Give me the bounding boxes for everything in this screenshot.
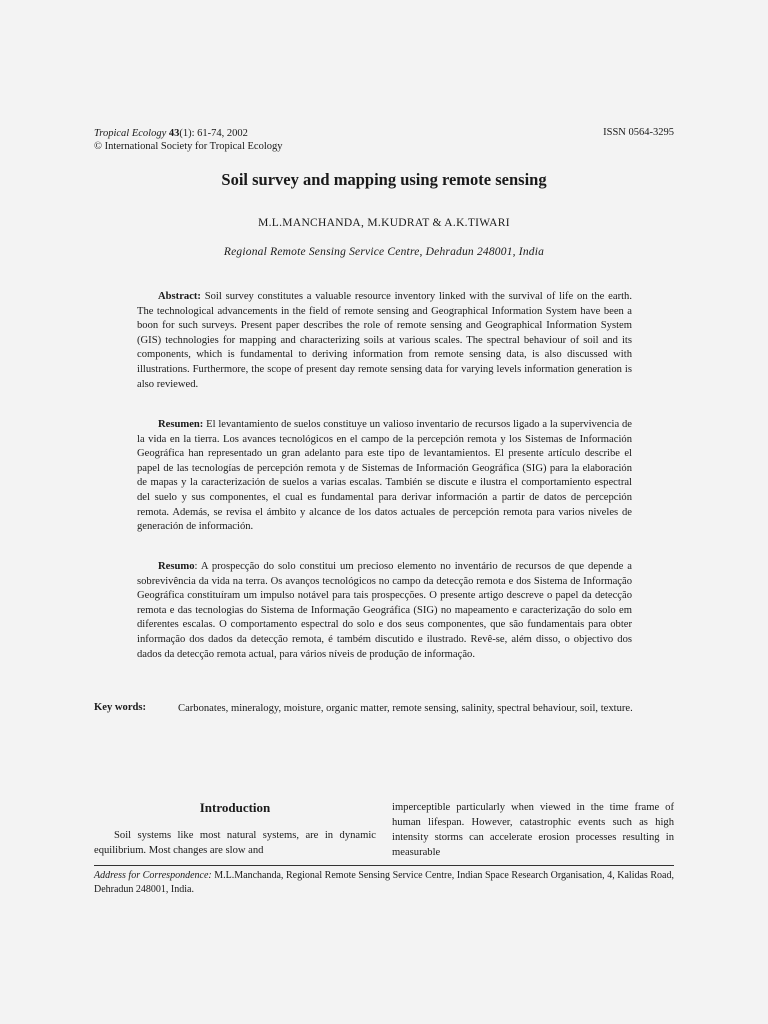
introduction-paragraph-right: imperceptible particularly when viewed in the time frame of human lifespan. However, catastrophic events such as high intensity storms can accelerate erosion processes resulting in measurable <box>392 802 674 858</box>
abstract-text: Soil survey constitutes a valuable resource inventory linked with the survival of life on the earth. The technological advancements in the field of remote sensing and Geographical Information System have been a boon for such surveys. Present paper describes the role of remote sensing and Geographical Information System (GIS) technologies for mapping and characterizing soils at various scales. The spectral behaviour of soil and its components, which is fundamental to deriving information from remote sensing data, is also discussed with illustrations. Furthermore, the scope of present day remote sensing data for varying levels information generation is also reviewed. <box>137 291 632 390</box>
abstract-spanish <box>137 418 632 535</box>
abstract-label: Abstract: <box>158 291 201 302</box>
journal-name: Tropical Ecology <box>94 128 167 139</box>
column-left <box>94 800 376 858</box>
journal-issue-pages: (1): 61-74, 2002 <box>179 128 248 139</box>
resumen-text: El levantamiento de suelos constituye un valioso inventario de recursos ligado a la supervivencia de la vida en la tierra. Los avances tecnológicos en el campo de la percepción remota y los Sistemas de Información Geográfica han representado un gran adelanto para este tipo de levantamientos. El presente artículo describe el papel de las tecnologías de percepción remota y de Sistemas de Información Geográfica (SIG) para la elaboración de mapas y la caracterización de suelos a varias escalas. También se discute e ilustra el comportamiento espectral del suelo y sus componentes, el cual es fundamental para derivar información a partir de datos de percepción remota. Además, se revisa el ámbito y alcance de los datos actuales de percepción remota para varios niveles de generación de información. <box>137 419 632 533</box>
column-right <box>392 800 674 860</box>
resumo-label: Resumo <box>158 561 195 572</box>
introduction-heading: Introduction <box>199 800 271 815</box>
resumo-text: : A prospecção do solo constitui um precioso elemento no inventário de recursos de que depende a sobrevivência da vida na terra. Os avanços tecnológicos no campo da detecção remota e dos Sistema de Informação Geográfica constituíram um impulso notável para tais prospecções. O presente artigo descreve o papel da detecção remota e das tecnologias do Sistema de Informação Geográfica (SIG) no mapeamento e caracterização do solo em diferentes escalas. O comportamento espectral do solo e dos seus componentes, que são fundamentais para obter informação dos dados da detecção remota, é também discutido e ilustrado. Revê-se, além disso, o objectivo dos dados da detecção remota actual, para vários níveis de produção de informação. <box>137 561 632 660</box>
footnote-label: Address for Correspondence: <box>94 870 212 881</box>
affiliation: Regional Remote Sensing Service Centre, Dehradun 248001, India <box>223 246 545 258</box>
paper-title: Soil survey and mapping using remote sensing <box>221 170 547 189</box>
footnote-divider <box>94 865 674 866</box>
introduction-paragraph-left: Soil systems like most natural systems, are in dynamic equilibrium. Most changes are slow and <box>94 830 376 856</box>
journal-volume: 43 <box>168 128 180 139</box>
keywords-text: Carbonates, mineralogy, moisture, organic matter, remote sensing, salinity, spectral behaviour, soil, texture. <box>178 703 633 714</box>
abstract-english <box>137 290 632 392</box>
journal-citation <box>94 127 282 153</box>
copyright-line: © International Society for Tropical Ecology <box>94 141 283 152</box>
authors: M.L.MANCHANDA, M.KUDRAT & A.K.TIWARI <box>258 217 510 229</box>
footnote-text: M.L.Manchanda, Regional Remote Sensing Service Centre, Indian Space Research Organisation, 4, Kalidas Road, Dehradun 248001, India. <box>94 870 674 895</box>
abstract-portuguese <box>137 560 632 662</box>
resumen-label: Resumen: <box>158 419 204 430</box>
correspondence-footnote <box>94 869 674 896</box>
keywords-label: Key words: <box>94 702 147 713</box>
issn: ISSN 0564-3295 <box>603 127 674 138</box>
